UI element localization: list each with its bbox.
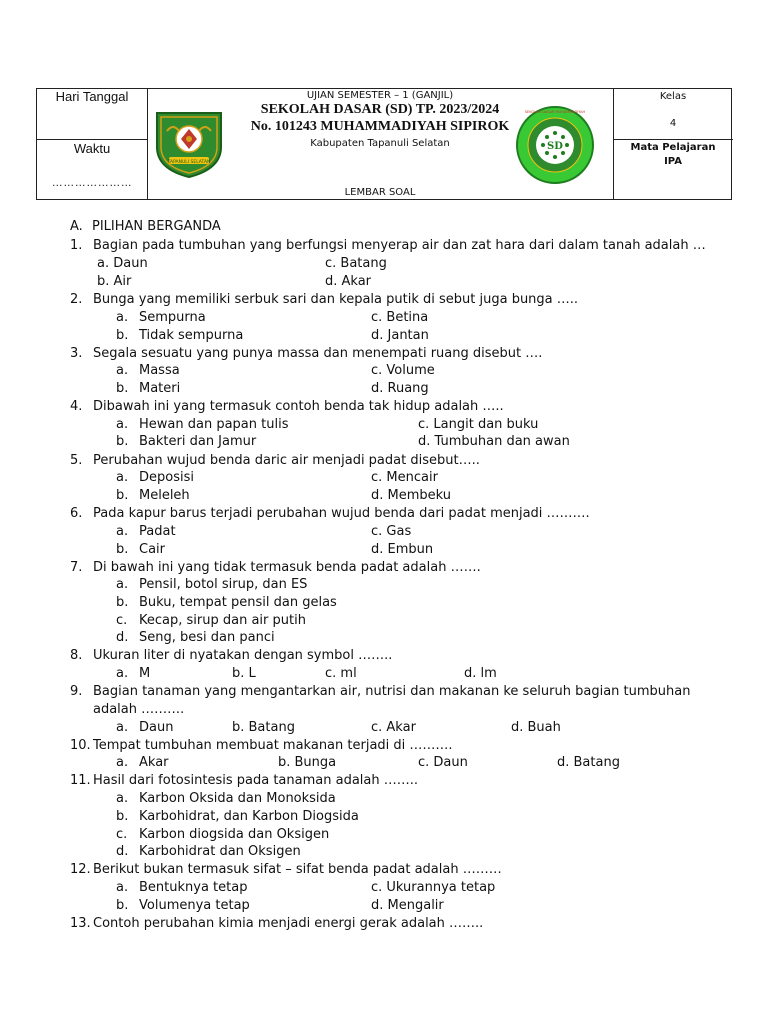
option: c. Daun — [418, 755, 468, 770]
option-letter: b. — [116, 488, 129, 503]
question-number: 4. — [70, 399, 83, 414]
question-text: Bunga yang memiliki serbuk sari dan kepala putik di sebut juga bunga ….. — [93, 292, 579, 307]
question-text: Bagian tanaman yang mengantarkan air, nutrisi dan makanan ke seluruh bagian tumbuhan — [93, 684, 691, 699]
option: c. Gas — [371, 524, 412, 539]
question-number: 10. — [70, 738, 91, 753]
option-letter: c. — [116, 613, 128, 628]
option-letter: a. — [116, 524, 129, 539]
option: c. Ukurannya tetap — [371, 880, 496, 895]
question-text: Berikut bukan termasuk sifat – sifat benda padat adalah ……… — [93, 862, 502, 877]
option-letter: c. — [116, 827, 128, 842]
divider — [37, 139, 147, 140]
option-letter: a. — [116, 755, 129, 770]
option: Tidak sempurna — [139, 328, 244, 343]
question-text: Segala sesuatu yang punya massa dan menempati ruang disebut …. — [93, 346, 543, 361]
option-letter: b. — [116, 595, 129, 610]
option: Materi — [139, 381, 181, 396]
question-text: Di bawah ini yang tidak termasuk benda padat adalah ……. — [93, 560, 481, 575]
option: Buku, tempat pensil dan gelas — [139, 595, 337, 610]
option: Sempurna — [139, 310, 206, 325]
option: c. ml — [325, 666, 357, 681]
question-text: Bagian pada tumbuhan yang berfungsi menyerap air dan zat hara dari dalam tanah adalah … — [93, 238, 706, 253]
option: d. Jantan — [371, 328, 429, 343]
option-letter: a. — [116, 470, 129, 485]
question-number: 12. — [70, 862, 91, 877]
option-letter: a. — [116, 666, 129, 681]
kabupaten: Kabupaten Tapanuli Selatan — [310, 138, 450, 149]
option-letter: a. — [116, 363, 129, 378]
question-text: Pada kapur barus terjadi perubahan wujud benda dari padat menjadi ………. — [93, 506, 590, 521]
option-letter: b. — [116, 898, 129, 913]
option: c. Batang — [325, 256, 387, 271]
option-letter: b. — [116, 809, 129, 824]
option: c. Akar — [371, 720, 416, 735]
section-title: PILIHAN BERGANDA — [92, 219, 221, 234]
question-number: 7. — [70, 560, 83, 575]
option: Cair — [139, 542, 165, 557]
option: Meleleh — [139, 488, 190, 503]
option: d. Membeku — [371, 488, 452, 503]
option: Akar — [139, 755, 169, 770]
svg-text:SD: SD — [547, 141, 563, 152]
option: d. lm — [464, 666, 497, 681]
option: d. Tumbuhan dan awan — [418, 434, 570, 449]
section-heading — [70, 219, 221, 234]
question-number: 2. — [70, 292, 83, 307]
option: b. Bunga — [278, 755, 337, 770]
option: b. Batang — [232, 720, 295, 735]
option-letter: a. — [116, 310, 129, 325]
school-number: No. 101243 MUHAMMADIYAH SIPIROK — [250, 119, 510, 134]
divider — [613, 139, 733, 140]
question-number: 8. — [70, 648, 83, 663]
question-text: Ukuran liter di nyatakan dengan symbol …….. — [93, 648, 393, 663]
muhammadiyah-school-logo — [513, 105, 597, 185]
option: d. Embun — [371, 542, 434, 557]
option: c. Mencair — [371, 470, 438, 485]
option-letter: b. — [116, 434, 129, 449]
mata-pelajaran-label: Mata Pelajaran — [630, 142, 716, 153]
lembar-soal: LEMBAR SOAL — [344, 187, 416, 198]
hari-tanggal-label: Hari Tanggal — [55, 89, 129, 104]
question-number: 11. — [70, 773, 91, 788]
option: d. Mengalir — [371, 898, 444, 913]
question-number: 1. — [70, 238, 83, 253]
option-letter: b. — [116, 328, 129, 343]
option: Daun — [139, 720, 174, 735]
option-letter: a. — [116, 417, 129, 432]
option-letter: a. — [116, 791, 129, 806]
option: Kecap, sirup dan air putih — [139, 613, 306, 628]
waktu-dots: ………………… — [51, 177, 133, 189]
option: Volumenya tetap — [139, 898, 250, 913]
option-letter: d. — [116, 844, 129, 859]
option: b. Air — [97, 274, 132, 289]
option-letter: a. — [116, 577, 129, 592]
kelas-value: 4 — [669, 118, 677, 129]
question-text: Tempat tumbuhan membuat makanan terjadi di ………. — [93, 738, 453, 753]
option: Karbohidrat dan Oksigen — [139, 844, 301, 859]
tapsel-logo — [153, 109, 225, 179]
option-letter: d. — [116, 630, 129, 645]
option: Karbon diogsida dan Oksigen — [139, 827, 330, 842]
option: c. Langit dan buku — [418, 417, 539, 432]
option: Karbon Oksida dan Monoksida — [139, 791, 336, 806]
logo-left-text: TAPANULI SELATAN — [167, 160, 211, 165]
header-table — [36, 88, 732, 200]
option: b. L — [232, 666, 256, 681]
exam-title: UJIAN SEMESTER – 1 (GANJIL) — [306, 90, 454, 101]
question-number: 6. — [70, 506, 83, 521]
question-text: Hasil dari fotosintesis pada tanaman adalah …….. — [93, 773, 419, 788]
option: Karbohidrat, dan Karbon Diogsida — [139, 809, 359, 824]
option: Seng, besi dan panci — [139, 630, 275, 645]
option: Bentuknya tetap — [139, 880, 248, 895]
waktu-label: Waktu — [73, 141, 111, 156]
question-number: 5. — [70, 453, 83, 468]
question-text: Contoh perubahan kimia menjadi energi gerak adalah …….. — [93, 916, 484, 931]
kelas-label: Kelas — [659, 91, 687, 102]
logo-right-text: SEKOLAH DASAR MUHAMMADIYAH — [524, 110, 586, 114]
option-letter: a. — [116, 880, 129, 895]
section-letter: A. — [70, 219, 83, 234]
option: d. Batang — [557, 755, 620, 770]
option: Pensil, botol sirup, dan ES — [139, 577, 308, 592]
option: Hewan dan papan tulis — [139, 417, 289, 432]
question-text-continued: adalah ………. — [93, 702, 185, 717]
mata-pelajaran-value: IPA — [664, 156, 682, 167]
option: d. Buah — [511, 720, 561, 735]
option: c. Volume — [371, 363, 435, 378]
question-number: 3. — [70, 346, 83, 361]
option: c. Betina — [371, 310, 429, 325]
question-number: 13. — [70, 916, 91, 931]
option: Massa — [139, 363, 180, 378]
question-text: Perubahan wujud benda daric air menjadi padat disebut….. — [93, 453, 480, 468]
school-name: SEKOLAH DASAR (SD) TP. 2023/2024 — [260, 102, 500, 117]
option: M — [139, 666, 151, 681]
option-letter: a. — [116, 720, 129, 735]
option: Bakteri dan Jamur — [139, 434, 257, 449]
option-letter: b. — [116, 542, 129, 557]
option: d. Akar — [325, 274, 372, 289]
option: a. Daun — [97, 256, 148, 271]
option-letter: b. — [116, 381, 129, 396]
question-number: 9. — [70, 684, 83, 699]
option: d. Ruang — [371, 381, 429, 396]
question-text: Dibawah ini yang termasuk contoh benda tak hidup adalah ….. — [93, 399, 504, 414]
option: Padat — [139, 524, 176, 539]
option: Deposisi — [139, 470, 194, 485]
